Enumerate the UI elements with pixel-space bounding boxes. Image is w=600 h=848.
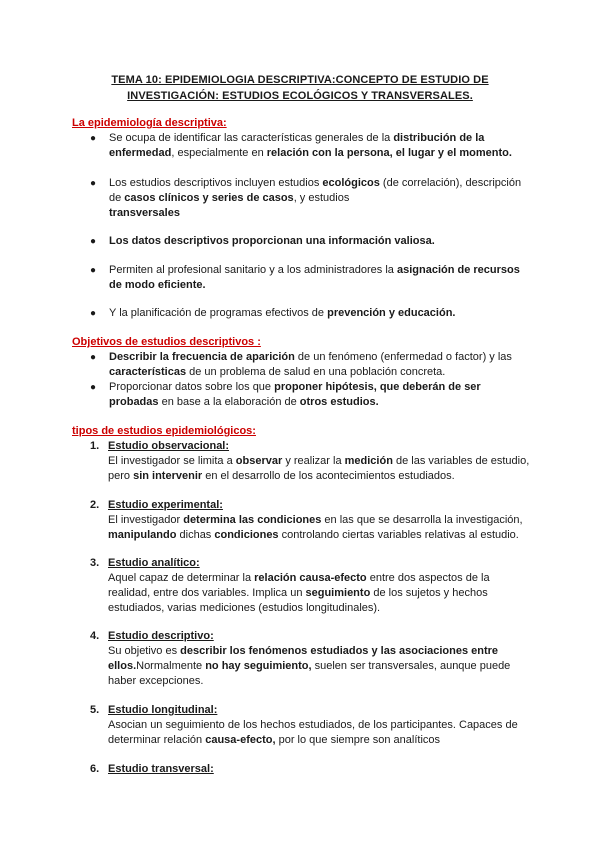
list-item bbox=[90, 498, 530, 543]
list-item bbox=[90, 234, 530, 249]
bullet-icon: ● bbox=[90, 178, 97, 189]
bullet-text: Permiten al profesional sanitario y a los administradores la asignación de recursos de modo eficiente. bbox=[109, 264, 520, 291]
item-body: El investigador se limita a observar y realizar la medición de las variables de estudio, pero sin intervenir en el desarrollo de los acontecimientos estudiados. bbox=[108, 455, 530, 482]
list-item bbox=[90, 306, 530, 321]
bullet-icon: ● bbox=[90, 382, 97, 393]
bullet-icon: ● bbox=[90, 308, 97, 319]
bullet-text: Y la planificación de programas efectivos de prevención y educación. bbox=[109, 307, 456, 319]
list-item bbox=[90, 176, 530, 221]
title-line-2: INVESTIGACIÓN: ESTUDIOS ECOLÓGICOS Y TRANSVERSALES. bbox=[127, 90, 473, 102]
bullet-text: Proporcionar datos sobre los que proponer hipótesis, que deberán de ser probadas en base a la elaboración de otros estudios. bbox=[109, 381, 481, 408]
document-title bbox=[70, 72, 530, 104]
item-title: Estudio descriptivo: bbox=[108, 630, 214, 642]
bullet-icon: ● bbox=[90, 236, 97, 247]
bullet-icon: ● bbox=[90, 265, 97, 276]
item-title: Estudio transversal: bbox=[108, 763, 214, 775]
item-title: Estudio observacional: bbox=[108, 440, 230, 452]
list-item bbox=[90, 439, 530, 484]
item-title: Estudio experimental: bbox=[108, 499, 223, 511]
bullet-icon: ● bbox=[90, 352, 97, 363]
item-title: Estudio analítico: bbox=[108, 557, 200, 569]
item-body: Su objetivo es describir los fenómenos estudiados y las asociaciones entre ellos.Normalmente no hay seguimiento, suelen ser transversales, aunque puede haber excepciones. bbox=[108, 645, 511, 687]
item-title: Estudio longitudinal: bbox=[108, 704, 218, 716]
item-body: El investigador determina las condiciones en las que se desarrolla la investigación, manipulando dichas condiciones controlando ciertas variables relativas al estudio. bbox=[108, 514, 523, 541]
bullet-text: Describir la frecuencia de aparición de un fenómeno (enfermedad o factor) y las características de un problema de salud en una población concreta. bbox=[109, 351, 512, 378]
section-heading-tipos: tipos de estudios epidemiológicos: bbox=[72, 425, 256, 437]
list-item bbox=[90, 380, 530, 410]
item-body: Asocian un seguimiento de los hechos estudiados, de los participantes. Capaces de determinar relación causa-efecto, por lo que siempre son analíticos bbox=[108, 719, 518, 746]
bullet-icon: ● bbox=[90, 133, 97, 144]
list-item bbox=[90, 556, 530, 616]
section-heading-objetivos: Objetivos de estudios descriptivos : bbox=[72, 336, 261, 348]
list-item bbox=[90, 762, 530, 777]
list-item bbox=[90, 703, 530, 748]
item-number: 1. bbox=[90, 440, 100, 452]
item-body: Aquel capaz de determinar la relación causa-efecto entre dos aspectos de la realidad, entre dos variables. Implica un seguimiento de los sujetos y hechos estudiados, varias mediciones (estudios longitudinales). bbox=[108, 572, 490, 614]
bullet-text: Los estudios descriptivos incluyen estudios ecológicos (de correlación), descripción de casos clínicos y series de casos, y estudios transversales bbox=[109, 177, 522, 219]
item-number: 4. bbox=[90, 630, 100, 642]
list-item bbox=[90, 350, 530, 380]
bullet-text: Los datos descriptivos proporcionan una información valiosa. bbox=[109, 235, 435, 247]
list-item bbox=[90, 263, 530, 293]
list-item bbox=[90, 131, 530, 161]
item-number: 3. bbox=[90, 557, 100, 569]
section-heading-epidemiologia: La epidemiología descriptiva: bbox=[72, 117, 227, 129]
item-number: 2. bbox=[90, 499, 100, 511]
item-number: 6. bbox=[90, 763, 100, 775]
list-item bbox=[90, 629, 530, 689]
bullet-text: Se ocupa de identificar las características generales de la distribución de la enfermedad, especialmente en relación con la persona, el lugar y el momento. bbox=[109, 132, 512, 159]
title-line-1: TEMA 10: EPIDEMIOLOGIA DESCRIPTIVA:CONCEPTO DE ESTUDIO DE bbox=[111, 74, 489, 86]
item-number: 5. bbox=[90, 704, 100, 716]
